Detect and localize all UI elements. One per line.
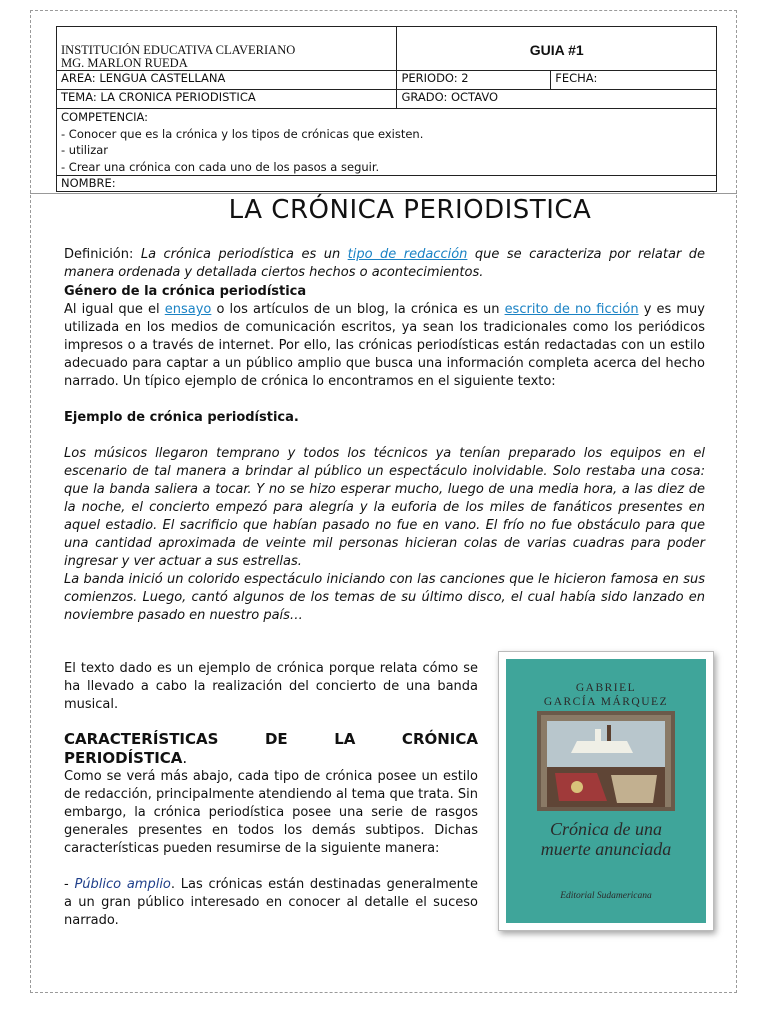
- item-dash: -: [64, 877, 75, 892]
- competencia-item: - utilizar: [61, 143, 108, 157]
- genre-text: Al igual que el: [64, 302, 165, 317]
- explanation-paragraph: El texto dado es un ejemplo de crónica porque relata cómo se ha llevado a cabo la realización del concierto de una banda musical.: [64, 661, 478, 712]
- definition-text: La crónica periodística es un: [140, 247, 348, 262]
- public-item-text: . Las crónicas están destinadas generalmente a un gran público interesado en conocer al detalle el suceso narrado.: [64, 877, 478, 928]
- grado-cell: GRADO: OCTAVO: [397, 90, 717, 109]
- book-title-line: muerte anunciada: [540, 839, 672, 859]
- tema-cell: TEMA: LA CRONICA PERIODISTICA: [57, 90, 397, 109]
- guia-label: GUIA #1: [397, 27, 717, 71]
- divider: [30, 193, 737, 194]
- book-author-last: GARCÍA MÁRQUEZ: [543, 696, 669, 708]
- institution-cell: [57, 27, 397, 71]
- public-item-label: Público amplio: [74, 877, 171, 892]
- competencia-label: COMPETENCIA:: [61, 110, 149, 124]
- example-paragraph: Los músicos llegaron temprano y todos los técnicos ya tenían preparado los equipos en el escenario de tal manera a brindar al público un espectáculo inolvidable. Solo restaba una cosa: que la banda saliera a tocar. Y no se hizo esperar mucho, luego de una media hora, a las diez de la noche, el concierto empezó para alegría y la euforia de los miles de fanáticos presentes en aquel estadio. El sacrificio que habían pasado no fue en vano. El frío no fue obstáculo para que una cantidad aproximada de veinte mil personas hicieran colas de varias cuadras para poder ingresar y ver actuar a sus estrellas.: [64, 446, 705, 569]
- main-text: [64, 246, 705, 625]
- page-title: LA CRÓNICA PERIODISTICA: [228, 195, 592, 225]
- characteristics-title: CARACTERÍSTICAS DE LA CRÓNICA PERIODÍSTICA: [64, 730, 478, 767]
- link-ensayo[interactable]: ensayo: [164, 302, 212, 317]
- example-heading: Ejemplo de crónica periodística.: [64, 410, 299, 425]
- public-item: [64, 876, 478, 930]
- book-illustration: [537, 711, 675, 811]
- left-column-text: [64, 660, 478, 930]
- link-tipo-de-redaccion[interactable]: tipo de redacción: [347, 247, 468, 262]
- periodo-cell: PERIODO: 2: [397, 71, 551, 90]
- area-cell: AREA: LENGUA CASTELLANA: [57, 71, 397, 90]
- competencia-item: - Conocer que es la crónica y los tipos de crónicas que existen.: [61, 126, 424, 141]
- book-title: [506, 819, 706, 859]
- nombre-cell: NOMBRE:: [57, 176, 717, 192]
- link-escrito-no-ficcion[interactable]: escrito de no ficción: [504, 302, 639, 317]
- book-title-line: Crónica de una: [550, 819, 662, 839]
- institution-name: INSTITUCIÓN EDUCATIVA CLAVERIANO: [61, 43, 296, 57]
- book-cover-image: [498, 651, 714, 931]
- book-author-first: GABRIEL: [575, 682, 637, 694]
- example-paragraph: La banda inició un colorido espectáculo iniciando con las canciones que le hicieron famosa en sus comienzos. Luego, cantó algunos de los temas de su último disco, el cual había sido lanzado en noviembre pasado en nuestro país…: [64, 572, 705, 623]
- teacher-name: MG. MARLON RUEDA: [61, 56, 188, 70]
- book-cover: [506, 659, 706, 923]
- characteristics-period: .: [182, 749, 188, 767]
- definition-text: que se caracteriza por relatar de manera ordenada y detallada ciertos hechos o acontecimientos.: [64, 247, 706, 280]
- definition-label: Definición:: [64, 247, 141, 262]
- genre-text: o los artículos de un blog, la crónica es un: [211, 302, 505, 317]
- genre-heading: Género de la crónica periodística: [64, 284, 307, 299]
- competencia-item: - Crear una crónica con cada uno de los pasos a seguir.: [61, 159, 380, 174]
- book-author: [506, 681, 706, 709]
- characteristics-paragraph: Como se verá más abajo, cada tipo de crónica posee un estilo de redacción, principalmente atendiendo al tema que trata. Sin embargo, la crónica periodística posee una serie de rasgos generales presentes en todos los demás subtipos. Dichas características pueden resumirse de la siguiente manera:: [64, 769, 478, 856]
- fecha-cell: FECHA:: [551, 71, 717, 90]
- book-publisher: Editorial Sudamericana: [560, 891, 652, 901]
- header-table: [56, 26, 717, 192]
- genre-text: y es muy utilizada en los medios de comunicación escritos, ya sean los tradicionales como los periódicos impresos o a través de internet. Por ello, las crónicas periodísticas están redactadas con un estilo adecuado para captar a un público amplio que busca una información completa acerca del hecho narrado. Un típico ejemplo de crónica lo encontramos en el siguiente texto:: [64, 302, 705, 389]
- definition-paragraph: [64, 246, 705, 282]
- competencia-cell: [57, 109, 717, 176]
- genre-paragraph: [64, 301, 705, 391]
- characteristics-heading: [64, 730, 478, 768]
